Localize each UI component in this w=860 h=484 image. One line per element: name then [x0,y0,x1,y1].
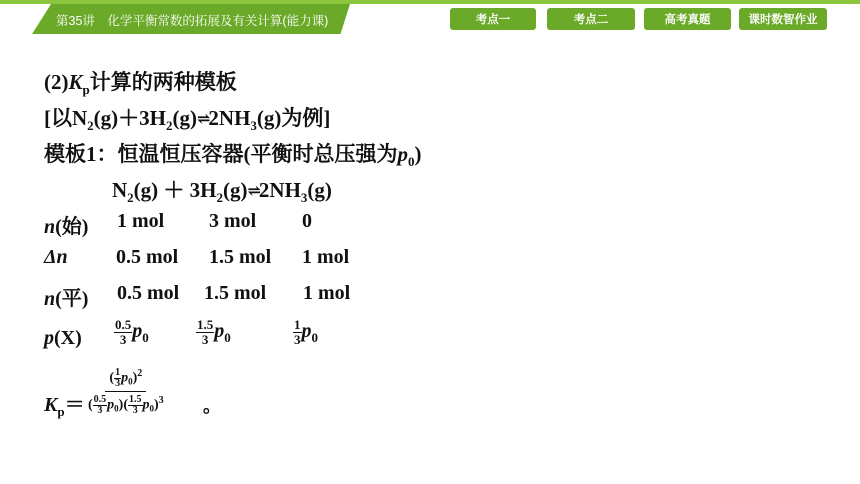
reaction-equation [112,174,332,206]
p-subscript: 0 [114,403,119,414]
equilibrium-arrow-icon: ⇌ [197,111,209,128]
kp-expression [88,368,164,416]
p-subscript: 0 [149,403,154,414]
heading-p-subscript: p [82,82,90,97]
equilibrium-arrow-icon: ⇌ [247,183,259,200]
tab-gaokao-zhenti[interactable]: 高考真题 [644,8,731,30]
partial-pressure-h2 [196,318,231,347]
example-nh3: 2NH [208,106,251,130]
row-label-initial [44,210,88,239]
fraction-denominator: 3 [115,378,121,389]
heading-k-symbol: K [68,70,83,94]
example-reaction-line [44,102,330,134]
fraction-denominator: 3 [201,332,209,347]
partial-pressure-nh3 [293,318,318,347]
cell-initial-nh3: 0 [302,210,312,232]
header-stripe [0,0,860,4]
kp-label [44,388,85,420]
eq-h2: (g) ＋ 3H [133,178,217,202]
cell-change-n2: 0.5 mol [116,246,179,268]
eq-sub: 3 [300,190,308,205]
row-symbol: n [44,216,56,238]
fraction-numerator: 0.5 [115,317,132,332]
kp-k-symbol: K [44,394,58,416]
cell-initial-n2: 1 mol [117,210,165,232]
row-suffix: (平) [55,288,89,310]
template-p-subscript: 0 [408,154,415,169]
fraction-numerator: 1 [294,317,301,332]
example-g: (g) [172,106,197,130]
row-label-partial-pressure [44,327,82,350]
p-symbol: p [121,370,129,386]
kp-subscript: p [57,404,65,419]
tab-homework[interactable]: 课时数智作业 [739,8,827,30]
template-p-symbol: p [397,142,408,166]
p-symbol: p [132,320,143,343]
row-symbol: n [44,288,56,310]
fraction [293,318,302,347]
kp-numerator: ( $\frac{1}{3}$ $p_0)^2$ [105,368,146,392]
row-label-equilibrium [44,282,88,311]
row-suffix: (X) [54,327,82,349]
row-label-change [44,246,68,269]
tab-kaodian-1[interactable]: 考点一 [450,8,536,30]
p-symbol: p [214,320,225,343]
example-close: (g)为例] [256,106,331,130]
top-header-bar [0,0,860,36]
eq-g-end: (g) [307,178,332,202]
fraction-denominator: 3 [294,332,301,347]
kp-equals: ＝ [64,394,85,416]
example-sub: 3 [250,118,257,133]
eq-nh3: 2NH [258,178,301,202]
section-heading [44,66,237,98]
template-1-label [44,138,422,170]
eq-sub: 2 [216,190,223,205]
eq-g: (g) [223,178,248,202]
p-subscript: 0 [224,330,231,346]
heading-number: (2) [44,70,69,94]
fraction [93,395,108,416]
fraction-denominator: 3 [132,405,138,416]
row-suffix: (始) [55,216,89,238]
template-text: 模板1：恒温恒压容器(平衡时总压强为 [44,142,398,166]
fraction [114,318,132,347]
fraction-numerator: 0.5 [93,394,107,405]
p-subscript: 0 [142,330,149,346]
partial-pressure-n2 [114,318,149,347]
kp-period: 。 [203,396,221,416]
example-sub: 2 [166,118,173,133]
fraction [128,395,143,416]
example-sub: 2 [87,118,94,133]
cell-change-nh3: 1 mol [302,246,350,268]
fraction-numerator: 1.5 [197,317,214,332]
fraction [196,318,214,347]
template-close: ) [414,142,422,166]
example-n2: [以N [44,106,88,130]
lesson-title: 第35讲 化学平衡常数的拓展及有关计算(能力课) [56,14,329,28]
p-symbol: p [301,320,312,343]
example-h2: (g)＋3H [93,106,166,130]
row-symbol: Δn [44,246,68,268]
cell-change-h2: 1.5 mol [209,246,272,268]
p-subscript: 0 [311,330,318,346]
fraction-denominator: 3 [119,332,127,347]
cell-eq-nh3: 1 mol [303,282,351,304]
eq-sub: 2 [127,190,134,205]
heading-text: 计算的两种模板 [89,70,237,94]
p-symbol: p [142,397,150,413]
p-subscript: 0 [128,376,133,387]
fraction-numerator: 1 [115,367,121,378]
fraction-numerator: 1.5 [129,394,142,405]
cell-initial-h2: 3 mol [209,210,257,232]
cell-eq-h2: 1.5 mol [204,282,267,304]
tab-kaodian-2[interactable]: 考点二 [547,8,635,30]
fraction-denominator: 3 [97,405,103,416]
row-symbol: p [44,327,54,349]
p-symbol: p [107,397,115,413]
cell-eq-n2: 0.5 mol [117,282,180,304]
eq-n2: N [112,178,128,202]
kp-denominator: ( $\frac{0.5}{3}$ $p_0$)( $\frac{1.5}{3}$ $p_0)^3$ [88,394,164,416]
